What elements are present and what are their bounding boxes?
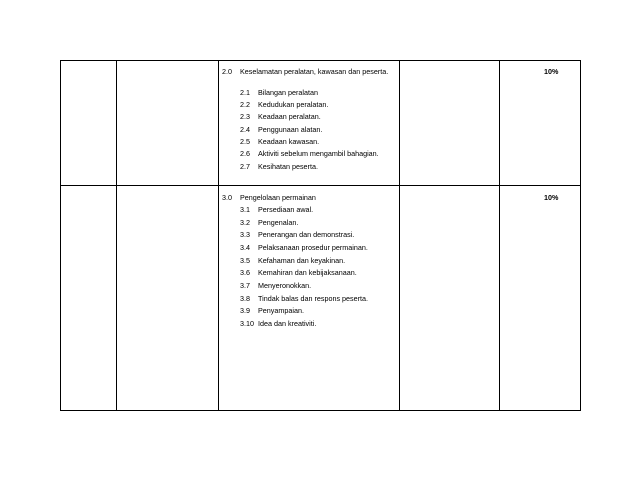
item-text: Keadaan kawasan. xyxy=(258,137,320,146)
item-text: Pelaksanaan prosedur permainan. xyxy=(258,243,368,252)
item-number: 3.9 xyxy=(240,306,250,315)
section-number: 3.0 xyxy=(222,193,232,202)
item-text: Bilangan peralatan xyxy=(258,88,318,97)
item-text: Persediaan awal. xyxy=(258,205,314,214)
item-number: 2.6 xyxy=(240,149,250,158)
item-number: 2.3 xyxy=(240,112,250,121)
item-text: Menyeronokkan. xyxy=(258,281,312,290)
section-weight: 10% xyxy=(544,67,559,76)
table-border-right xyxy=(580,60,581,411)
item-number: 3.7 xyxy=(240,281,250,290)
item-number: 3.2 xyxy=(240,218,250,227)
item-text: Penggunaan alatan. xyxy=(258,125,323,134)
item-number: 3.8 xyxy=(240,294,250,303)
item-number: 2.5 xyxy=(240,137,250,146)
item-number: 3.3 xyxy=(240,230,250,239)
section-weight: 10% xyxy=(544,193,559,202)
item-number: 2.1 xyxy=(240,88,250,97)
section-number: 2.0 xyxy=(222,67,232,76)
item-text: Kedudukan peralatan. xyxy=(258,100,329,109)
column-divider xyxy=(399,60,400,411)
item-number: 2.4 xyxy=(240,125,250,134)
item-text: Idea dan kreativiti. xyxy=(258,319,317,328)
section-title: Keselamatan peralatan, kawasan dan peserta. xyxy=(240,67,389,76)
column-divider xyxy=(218,60,219,411)
item-text: Tindak balas dan respons peserta. xyxy=(258,294,369,303)
column-divider xyxy=(116,60,117,411)
table-border-left xyxy=(60,60,61,411)
item-text: Penerangan dan demonstrasi. xyxy=(258,230,355,239)
item-number: 3.10 xyxy=(240,319,254,328)
item-text: Aktiviti sebelum mengambil bahagian. xyxy=(258,149,379,158)
table-border-bottom xyxy=(60,410,581,411)
table-border-top xyxy=(60,60,581,61)
item-number: 2.2 xyxy=(240,100,250,109)
section-title: Pengelolaan permainan xyxy=(240,193,316,202)
item-number: 2.7 xyxy=(240,162,250,171)
item-number: 3.5 xyxy=(240,256,250,265)
item-text: Kefahaman dan keyakinan. xyxy=(258,256,346,265)
item-text: Keadaan peralatan. xyxy=(258,112,321,121)
row-divider xyxy=(60,185,581,186)
item-text: Kemahiran dan kebijaksanaan. xyxy=(258,268,357,277)
column-divider xyxy=(499,60,500,411)
item-number: 3.4 xyxy=(240,243,250,252)
item-text: Pengenalan. xyxy=(258,218,299,227)
item-number: 3.6 xyxy=(240,268,250,277)
item-number: 3.1 xyxy=(240,205,250,214)
item-text: Kesihatan peserta. xyxy=(258,162,318,171)
item-text: Penyampaian. xyxy=(258,306,304,315)
